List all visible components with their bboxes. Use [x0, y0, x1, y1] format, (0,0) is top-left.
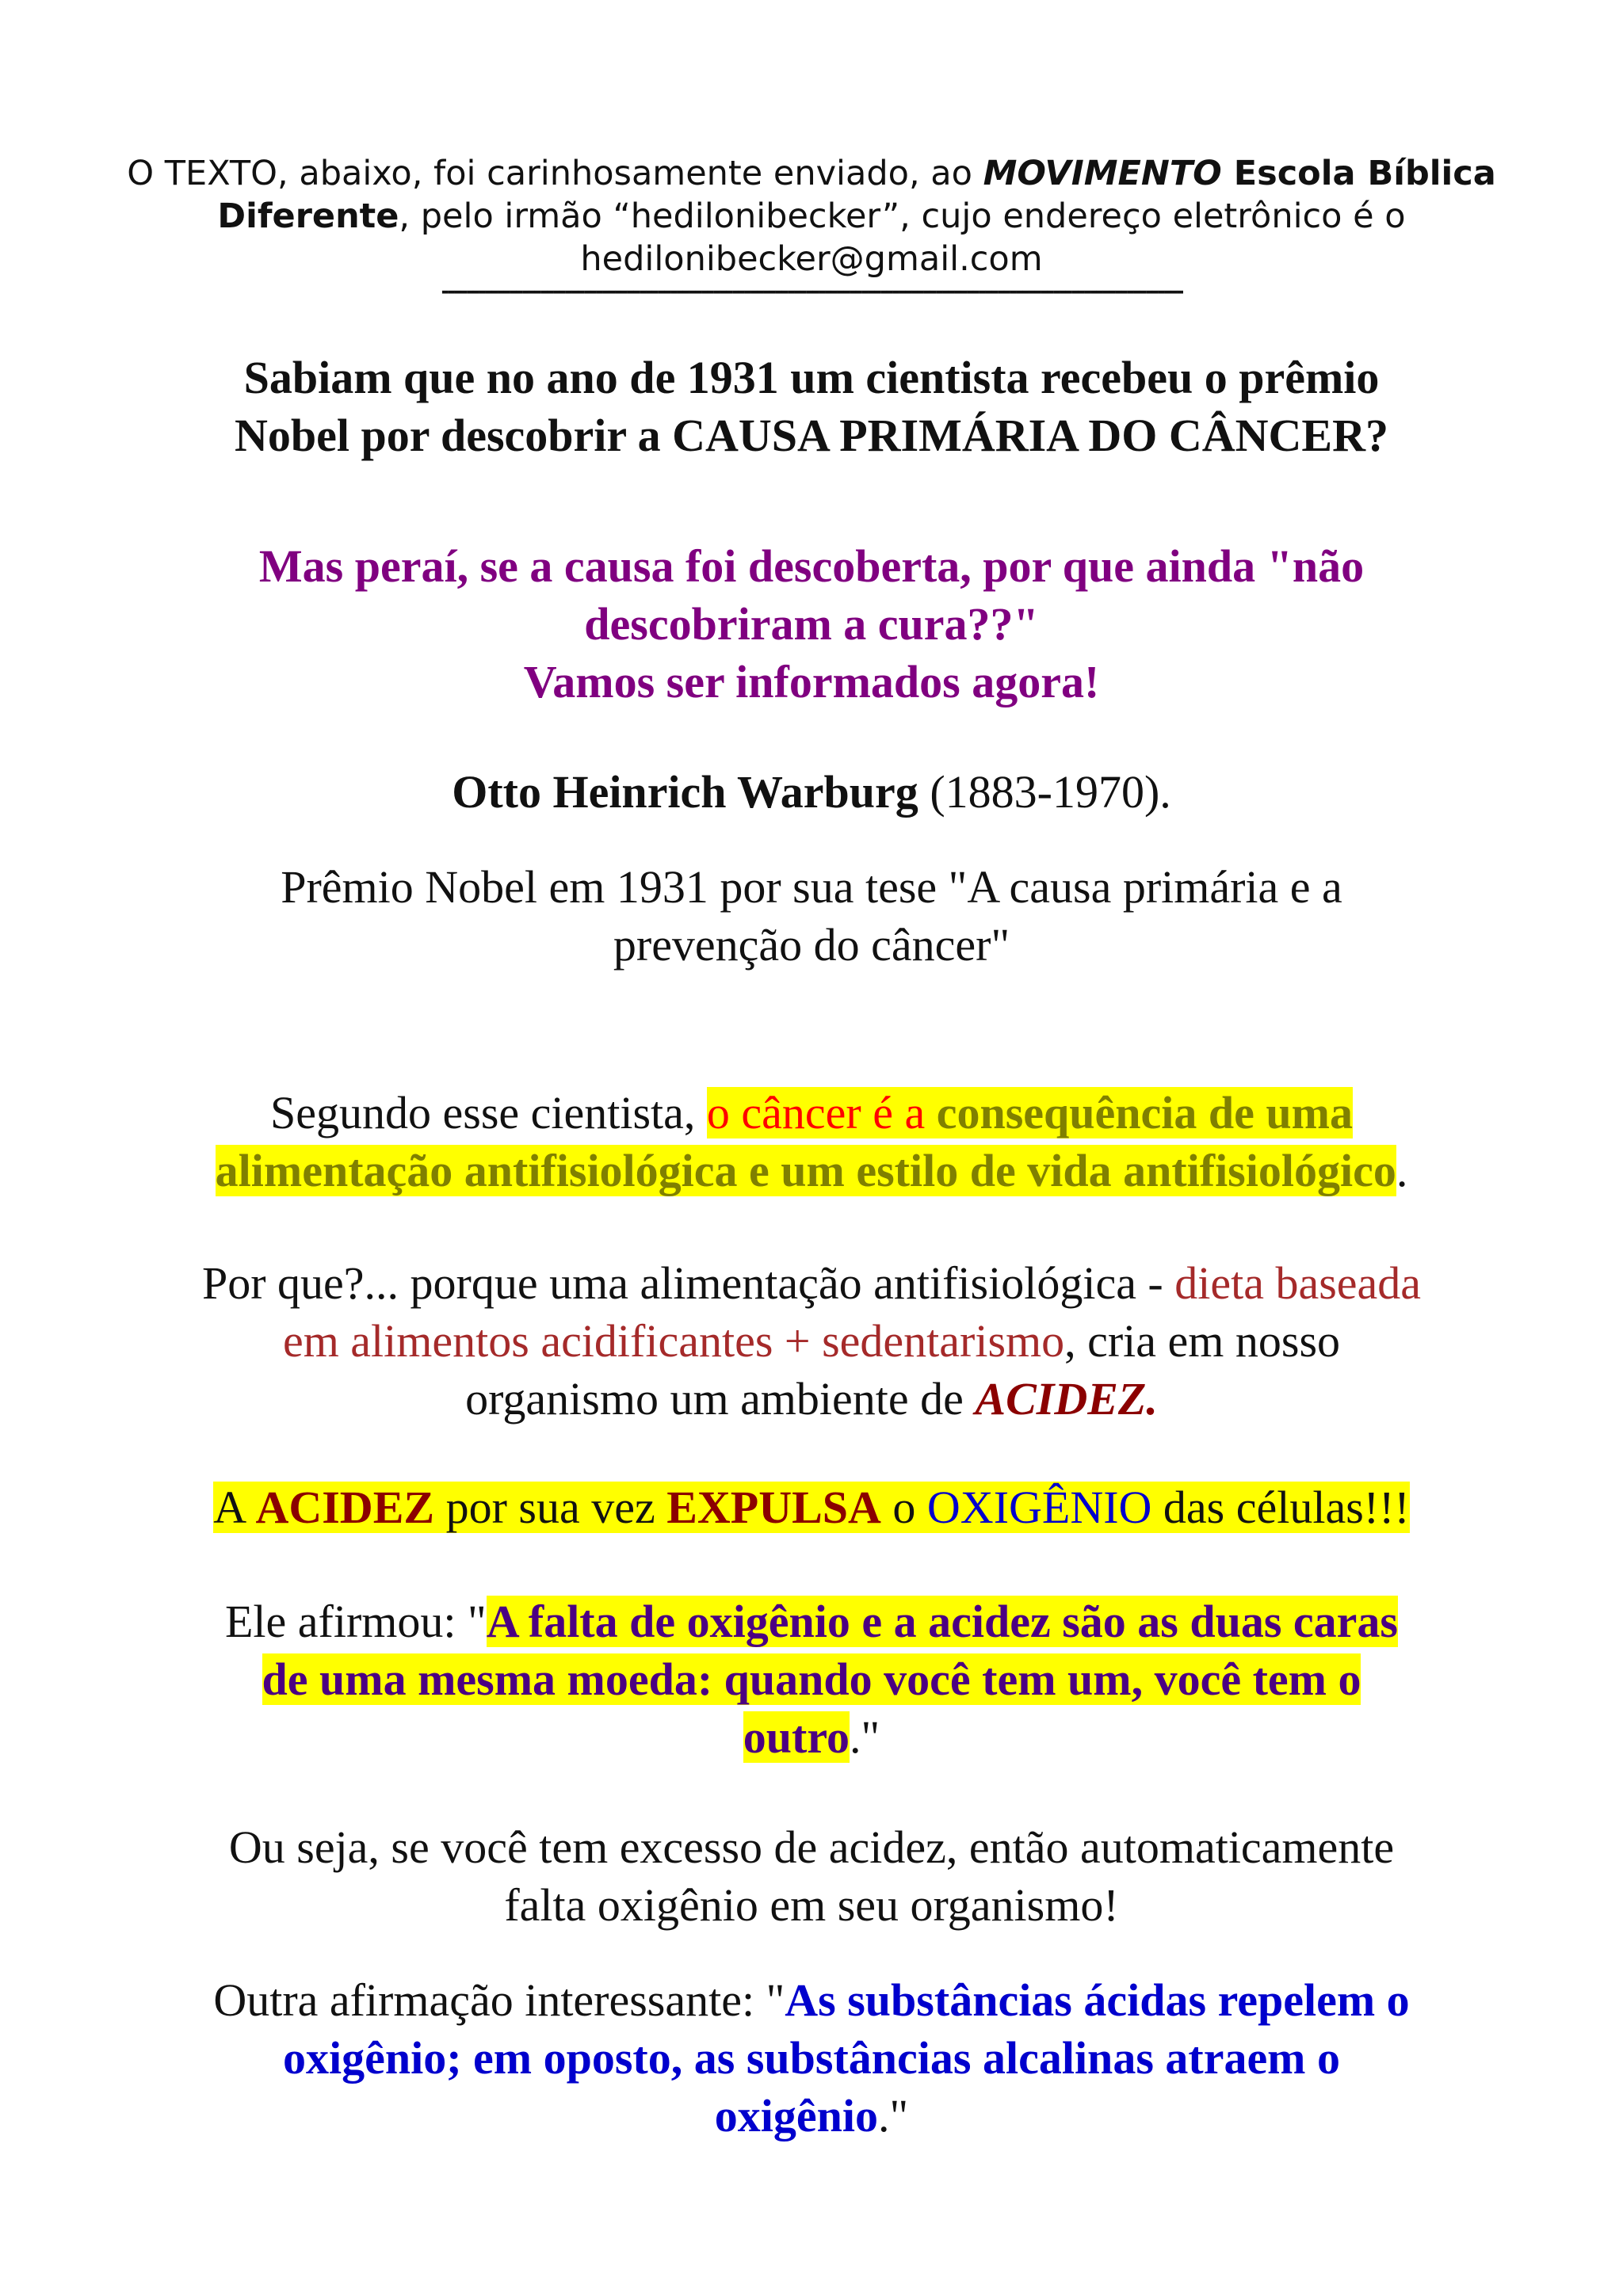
outra-line-1	[127, 1971, 1496, 2029]
title-line-2: Nobel por descobrir a CAUSA PRIMÁRIA DO CÂNCER?	[235, 410, 1388, 461]
outra-line-2	[127, 2029, 1496, 2087]
outra-intro: Outra afirmação interessante: "	[213, 1974, 785, 2026]
acidez-por: por sua vez	[434, 1482, 667, 1533]
afirmou-intro: Ele afirmou: "	[225, 1596, 487, 1647]
outra-quote-3: oxigênio	[714, 2090, 879, 2142]
afirmou-quote-3: outro	[743, 1711, 850, 1763]
afirmou-end: ."	[850, 1711, 880, 1763]
outra-quote-1: As substâncias ácidas repelem o	[785, 1974, 1410, 2026]
segundo-olive-text-2: alimentação antifisiológica e um estilo de vida antifisiológico	[215, 1145, 1396, 1196]
acidez-word: ACIDEZ	[255, 1482, 435, 1533]
outra-paragraph	[127, 1971, 1496, 2145]
afirmou-quote-2: de uma mesma moeda: quando você tem um, você tem o	[262, 1653, 1361, 1705]
afirmou-quote-1: A falta de oxigênio e a acidez são as duas caras	[486, 1596, 1398, 1647]
afirmou-paragraph	[127, 1592, 1496, 1766]
acidez-oxigenio: OXIGÊNIO	[926, 1482, 1152, 1533]
ouseja-line-2: falta oxigênio em seu organismo!	[504, 1879, 1119, 1931]
porque-line-1	[127, 1254, 1496, 1312]
page-title	[127, 349, 1496, 464]
porque-line-3	[127, 1370, 1496, 1428]
porque-intro: Por que?... porque uma alimentação antifisiológica -	[201, 1257, 1175, 1309]
question-line-1: Mas peraí, se a causa foi descoberta, por que ainda "não	[258, 540, 1365, 592]
question-line-2: descobriram a cura??"	[584, 598, 1039, 650]
header-movimento: MOVIMENTO	[983, 154, 1222, 193]
acidez-celulas: das células!!!	[1151, 1482, 1410, 1533]
segundo-intro: Segundo esse cientista,	[270, 1087, 707, 1138]
porque-line-2	[127, 1312, 1496, 1370]
afirmou-line-1	[127, 1592, 1496, 1650]
segundo-red-text: o câncer é a	[706, 1087, 937, 1138]
ouseja-line-1: Ou seja, se você tem excesso de acidez, então automaticamente	[228, 1821, 1395, 1873]
header-text-3: , pelo irmão “hedilonibecker”, cujo endereço eletrônico é o hedilonibecker@gmail.com	[399, 196, 1406, 279]
segundo-paragraph	[127, 1084, 1496, 1199]
question-paragraph	[127, 537, 1496, 711]
nobel-line-1: Prêmio Nobel em 1931 por sua tese "A causa primária e a	[281, 861, 1342, 913]
outra-end: ."	[878, 2090, 909, 2142]
segundo-end: .	[1396, 1145, 1408, 1196]
segundo-olive-text-1: consequência de uma	[936, 1087, 1353, 1138]
question-line-3: Vamos ser informados agora!	[523, 656, 1100, 707]
divider-dashes: ------------------------------------------------------------------------------------------------------------------------	[441, 280, 1182, 303]
porque-brown-text-2: em alimentos acidificantes + sedentarismo	[282, 1315, 1065, 1367]
porque-brown-text-1: dieta baseada	[1174, 1257, 1422, 1309]
header-note	[127, 152, 1496, 280]
divider-line	[127, 276, 1496, 317]
acidez-expulsa: EXPULSA	[666, 1482, 881, 1533]
header-text-1: O TEXTO, abaixo, foi carinhosamente enviado, ao	[127, 154, 983, 193]
title-line-1: Sabiam que no ano de 1931 um cientista recebeu o prêmio	[243, 352, 1380, 403]
afirmou-line-3	[127, 1708, 1496, 1766]
ouseja-paragraph	[127, 1818, 1496, 1934]
acidez-paragraph	[127, 1478, 1496, 1536]
outra-quote-2: oxigênio; em oposto, as substâncias alcalinas atraem o	[283, 2032, 1340, 2084]
scientist-name	[127, 763, 1496, 821]
porque-mid: , cria em nosso	[1064, 1315, 1341, 1367]
nobel-line-2: prevenção do câncer"	[613, 919, 1010, 971]
porque-line3-text: organismo um ambiente de	[465, 1373, 976, 1425]
segundo-line-1	[127, 1084, 1496, 1142]
porque-acidez: ACIDEZ.	[975, 1373, 1158, 1425]
porque-paragraph	[127, 1254, 1496, 1428]
acidez-a: A	[213, 1482, 256, 1533]
afirmou-line-2	[127, 1650, 1496, 1708]
header-escola: Escola Bíblica Diferente	[217, 154, 1496, 236]
segundo-line-2	[127, 1142, 1496, 1199]
outra-line-3	[127, 2087, 1496, 2145]
scientist-years: (1883-1970).	[918, 766, 1171, 818]
scientist-name-bold: Otto Heinrich Warburg	[452, 766, 918, 818]
acidez-o: o	[880, 1482, 927, 1533]
nobel-paragraph	[127, 858, 1496, 974]
